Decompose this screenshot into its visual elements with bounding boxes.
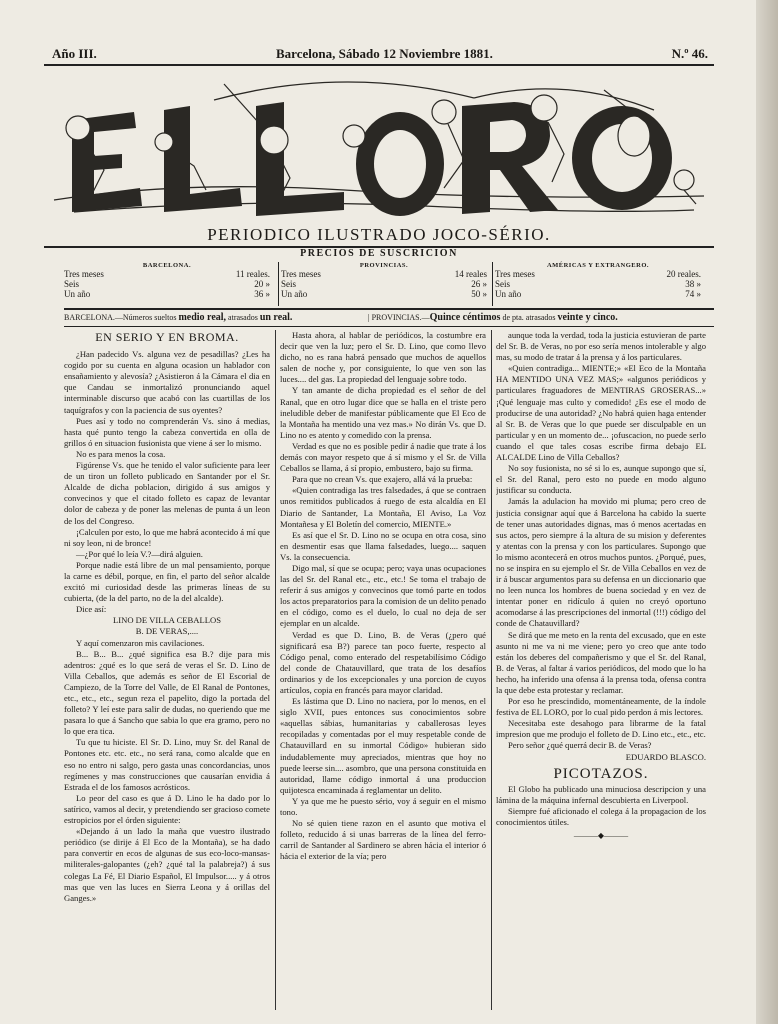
single-issue-prices: [64, 312, 714, 326]
price-row: Seis 38 »: [495, 279, 701, 289]
article-paragraph: Jamás la adulacion ha movido mi pluma; pero creo de justicia consignar aquí que á Barcelona ha cabido la suerte de tener unas autoridades dignas, mas ó menos acertadas en sus actos, pero siempre á la altura de su mision y deferentes y atentas con la prensa y con los particulares. Supongo que lo mismo acontecerá en otros muchos puntos. ¿Porqué, pues, no se inspira en su ejemplo el Sr. de Villa Ceballos en vez de ir á buscar argumentos para su defensa en un diccionario que no leen nunca los hombres de buena sociedad y en vez de intentar poner en ridículo á quien no creyó oportuno acomodarse á las prescripciones del inmortal (!!!) código del conde de Chatauvillard?: [496, 496, 706, 629]
article-paragraph: —¿Por qué lo leía V.?—dirá alguien.: [76, 548, 203, 559]
article-paragraph: Y ya que me he puesto sério, voy á seguir en el mismo tono.: [280, 795, 486, 818]
article-paragraph: Y tan amante de dicha propiedad es el señor de del Ranal, que en otro lugar dice que se halla en el triste pero ineludible deber de manifestar públicamente que El Eco de la Montaña ha mentido una vez mas.» No dirán Vs. que D. Lino no es atento y comedido con la prensa.: [280, 385, 486, 440]
article-paragraph: No es para menos la cosa.: [76, 448, 166, 459]
prices-region: AMÉRICAS Y EXTRANGERO.: [546, 262, 650, 269]
subscription-prices: [64, 262, 714, 306]
prices-rule: [64, 308, 714, 310]
article-paragraph: aunque toda la verdad, toda la justicia estuvieran de parte del Sr. B. de Veras, no por eso sería menos intolerable y algo mas, su modo de tratar á la prensa y á los particulares.: [496, 330, 706, 363]
article-paragraph: Verdad es que D. Lino, B. de Veras (¿pero qué significará esa B?) parece tan poco fuerte, respecto al Código penal, como enterado del respetabilísimo Código del conde de Chatauvillard, que trata de los desafíos ordinarios y de los excepcionales y una porcion de cuyos artículos, copia en francés para mayor claridad.: [280, 629, 486, 695]
article-paragraph: No sé quien tiene razon en el asunto que motiva el folleto, reducido á si unas barreras de la línea del ferro-carril de Santander al Sardinero se abren hácia el interior ó hácia el exterior de la vía; pero: [280, 818, 486, 862]
article-paragraph: EDUARDO BLASCO.: [625, 751, 706, 762]
price-row: Tres meses 11 reales.: [64, 269, 270, 279]
price-row: Seis 26 »: [281, 279, 487, 289]
prices-provincias: [278, 262, 487, 306]
article-paragraph: B. DE VERAS,....: [135, 626, 199, 637]
article-paragraph: Hasta ahora, al hablar de periódicos, la costumbre era decir que ven la luz; pero el Sr. D. Lino, que como llevo dicho, no es rana habrá pensado que muchos de aquellos salen de noche y, por consiguiente, lo que ven son las luces.... del gas. La propiedad del lenguaje sobre todo.: [280, 330, 486, 385]
price-row: Seis 20 »: [64, 279, 270, 289]
page-edge-shadow: [756, 0, 778, 1024]
prices-barcelona: [64, 262, 270, 306]
price-row: Tres meses 20 reales.: [495, 269, 701, 279]
prices-heading: PRECIOS DE SUSCRICION: [300, 248, 458, 259]
article-paragraph: Pues así y todo no comprenderán Vs. sino á medias, hasta qué punto tengo la cabeza convertida en olla de grillos ó en situacion fusionista que viene á ser lo mismo.: [64, 415, 270, 448]
issue-number: N.º 46.: [671, 46, 708, 61]
article-paragraph: Lo peor del caso es que á D. Lino le ha dado por lo satírico, vamos al decir, y pretendiendo ser gracioso comete estropicios por el órden siguiente:: [64, 792, 270, 826]
newspaper-page: [44, 40, 714, 1016]
article-paragraph: No soy fusionista, no sé si lo es, aunque supongo que sí, el Sr. del Ranal, pero esto no puede en modo alguno justificar su conducta.: [496, 463, 706, 496]
article-paragraph: «Quien contradiga las tres falsedades, á que se contraen unos remitidos publicados á ruego de esta alcaldía en El Diario de Santander, La Montaña, El Aviso, La Voz Montañesa y El Boletín del comercio, MIENTE.»: [280, 485, 486, 529]
price-row: Un año 36 »: [64, 289, 270, 299]
suelto-rule: [64, 326, 714, 327]
picotazos-paragraph: Siempre fué aficionado el colega á la propagacion de los conocimientos útiles.: [496, 805, 706, 828]
article-paragraph: Se dirá que me meto en la renta del excusado, que en este asunto ni me va ni me viene; pero yo creo que ante todo están los deberes del compañerismo y que el Sr. del Ranal, B. de Veras, al faltar á varios periódicos, del modo que lo ha hecho, ha inferido una ofensa á la prensa toda, ofensa contra la que debe esta protestar y reclamar.: [496, 629, 706, 695]
issue-header: [44, 46, 714, 62]
article-paragraph: ¡Calculen por esto, lo que me habrá acontecido á mí que ni soy leon, ni de bronce!: [64, 526, 270, 548]
article-paragraph: Para que no crean Vs. que exajero, allá vá la prueba:: [292, 474, 473, 485]
masthead-illustration: [44, 70, 714, 222]
suelto-provincias: | PROVINCIAS.—Quince céntimos de pta. atrasados veinte y cinco.: [368, 312, 618, 323]
prices-region: BARCELONA.: [142, 262, 192, 269]
article-paragraph: «Quien contradiga... MIENTE;» «El Eco de la Montaña HA MENTIDO UNA VEZ MAS;» «algunos periódicos y particulares fraguadores de MENTIRAS GROSERAS...» ¡Qué lenguaje mas culto y comedido! ¿Es ese el modo de producirse de una autoridad? ¿No habrá quien haga entender al Sr. B. de Veras que lo que puede ser disculpable en un particular y en un momento de... ¡ofuscacion, no puede serlo cuando el que tales cosas escribe firma debajo EL ALCALDE Lino de Villa Ceballos?: [496, 363, 706, 463]
article-paragraph: Porque nadie está libre de un mal pensamiento, porque la carne es débil, porque, en fin, el parto del señor alcalde excitó mi curiosidad desde las primeras líneas de su cubierta, (de la del parto, no de la del alcalde).: [64, 559, 270, 604]
article-paragraph: Es así que el Sr. D. Lino no se ocupa en otra cosa, sino en desmentir esas que llama falsedades, luego.... saquen Vs. la consecuencia.: [280, 529, 486, 562]
price-row: Un año 74 »: [495, 289, 701, 299]
masthead-subtitle: PERIODICO ILUSTRADO JOCO-SÉRIO.: [207, 225, 551, 244]
article-paragraph: ¿Han padecido Vs. alguna vez de pesadillas? ¿Les ha cogido por su cuenta en alguna ocasion un hablador con ensañamiento y alevosía? ¿Asistieron á la Cámara el dia en que Candau se inmortalizó pronunciando aquel interminable discurso que acabó con las cuartillas de los taquígrafos y con la paciencia de sus oyentes?: [64, 349, 270, 415]
article-paragraph: Digo mal, sí que se ocupa; pero; vaya unas ocupaciones las del Sr. del Ranal etc., etc., etc.! Se toma el trabajo de referir á sus amigos y convecinos que tomó parte en todos los actos preparatorios para la comision de un delito penado en el código, como es el duelo, lo cual no deja de ser ejemplar en un alcalde.: [280, 562, 486, 629]
article-column-3: [496, 330, 706, 1020]
article-column-2: [280, 330, 486, 1020]
picotazos-title: PICOTAZOS.: [553, 765, 649, 782]
column-divider: [491, 330, 492, 1010]
picotazos-paragraph: El Globo ha publicado una minuciosa descripcion y una lámina de la máquina infernal descubierta en Liverpool.: [496, 783, 706, 805]
price-row: Tres meses 14 reales: [281, 269, 487, 279]
prices-region: PROVINCIAS.: [359, 262, 409, 269]
article-paragraph: Pero señor ¿qué querrá decir B. de Veras?: [508, 740, 652, 751]
issue-date: Barcelona, Sábado 12 Noviembre 1881.: [276, 46, 493, 61]
ornament-divider: ———◆———: [573, 831, 629, 841]
article-paragraph: Tu que tu hiciste. El Sr. D. Lino, muy Sr. del Ranal de Pontones etc. etc. etc., no será rana, como alcalde que en eso no entro ni salgo, pero gasta unas concordancias, unos regímenes y mas construcciones que causarían envidia á Estrada el de los famosos acrósticos.: [64, 737, 270, 792]
suelto-barcelona: BARCELONA.—Números sueltos medio real, atrasados un real.: [64, 312, 293, 323]
article-title: EN SERIO Y EN BROMA.: [95, 330, 239, 344]
article-paragraph: LINO DE VILLA CEBALLOS: [113, 615, 221, 626]
article-column-1: [64, 330, 270, 1020]
article-paragraph: Necesitaba este desahogo para librarme de la fatal impresion que me produjo el folleto de D. Lino etc., etc., etc.: [496, 718, 706, 740]
article-paragraph: «Dejando á un lado la maña que vuestro ilustrado periódico (se dirije á El Eco de la Montaña), se ha dado para convertir en ecos de algunas de sus eco-loco-mansas-militerales-galopantes (¿eh? ¿qué tal la palabreja?) á sus colegas La Fé, El Diario Español, El Impulsor..... y á otros mas que ven las luces en Sierra Leona y á orillas del Ganges.»: [64, 826, 270, 903]
column-divider: [275, 330, 276, 1010]
article-paragraph: Es lástima que D. Lino no naciera, por lo menos, en el siglo XVII, pues entonces sus conocimientos sobre «aquellas sábias, humanitarias y caballerosas leyes recopiladas y comentadas por el muy respetable conde de Chatauvillard en su inmortal Código» hubieran sido indudablemente muy apreciados, mientras que hoy no puede leerse sin.... asombro, que una persona constituida en autoridad, llame código inmortal á una produccion quijotesca encaminada á reglamentar un delito.: [280, 696, 486, 795]
prices-americas: [492, 262, 701, 306]
article-paragraph: B... B... B... ¿qué significa esa B.? dije para mis adentros: ¿qué es lo que será de veras el Sr. D. Lino de Villa Ceballos, que además es señor de El Escorial de Campiezo, de la Torre del Valle, de El Ranal de Pontones, etc., etc., etc., segun reza el papelito, digo la portada del folleto? Y leí este para salir de dudas, no queriendo que me pasara lo que á Sancho que sabia lo que era gramo, pero no lo que era tica.: [64, 648, 270, 737]
issue-year: Año III.: [52, 46, 97, 61]
article-paragraph: Verdad es que no es posible pedir á nadie que trate á los demás con mayor respeto que á sí mismo y el Sr. de Villa Ceballos se llama, á sí propio, embustero, bajo su firma.: [280, 440, 486, 474]
article-paragraph: Por eso he prescindido, momentáneamente, de la índole festiva de EL LORO, por lo cual pido perdon á mis lectores.: [496, 696, 706, 718]
article-paragraph: Dice así:: [76, 604, 107, 615]
header-rule: [44, 64, 714, 66]
article-paragraph: Figúrense Vs. que he tenido el valor suficiente para leer de un tiron un folleto publicado en Santander por el Sr. Alcalde de dicha poblacion, dirigido á sus amigos y convecinos y que el citado folleto es capaz de levantar dolor de cabeza y de poner las melenas de punta á un leon de los del Congreso.: [64, 460, 270, 526]
price-row: Un año 50 »: [281, 289, 487, 299]
article-paragraph: Y aquí comenzaron mis cavilaciones.: [76, 637, 205, 648]
